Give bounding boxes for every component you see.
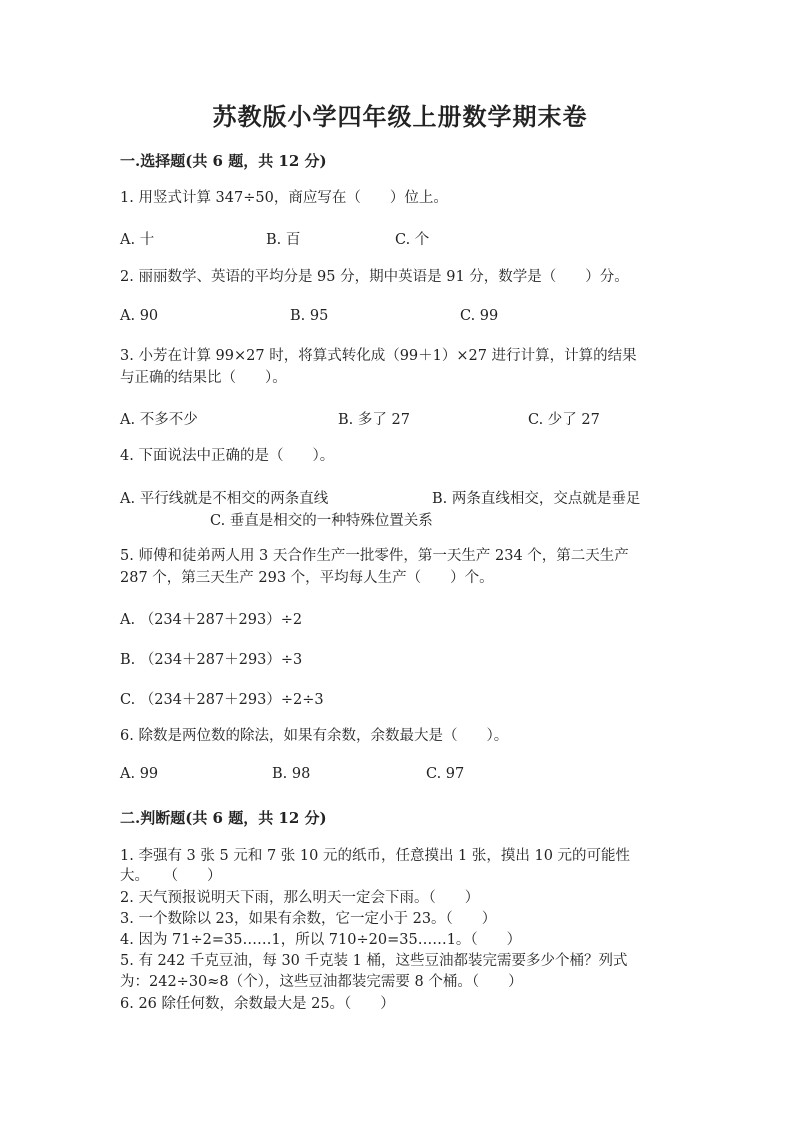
- judgment-3: 3. 一个数除以 23，如果有余数，它一定小于 23。（ ）: [120, 911, 497, 927]
- question-6-text: 6. 除数是两位数的除法，如果有余数，余数最大是（ ）。: [120, 728, 509, 744]
- question-3-option-b[interactable]: B. 多了 27: [338, 412, 410, 428]
- question-5-option-b[interactable]: B. （234＋287＋293）÷3: [120, 652, 303, 668]
- question-1-text: 1. 用竖式计算 347÷50，商应写在（ ）位上。: [120, 190, 448, 206]
- question-2-option-a[interactable]: A. 90: [120, 308, 159, 324]
- question-4-option-b[interactable]: B. 两条直线相交，交点就是垂足: [432, 491, 641, 507]
- question-4-option-a[interactable]: A. 平行线就是不相交的两条直线: [120, 491, 329, 507]
- question-4-text: 4. 下面说法中正确的是（ ）。: [120, 448, 335, 464]
- question-2-text: 2. 丽丽数学、英语的平均分是 95 分，期中英语是 91 分，数学是（ ）分。: [120, 269, 629, 285]
- question-6-option-c[interactable]: C. 97: [426, 766, 465, 782]
- question-6-option-a[interactable]: A. 99: [120, 766, 159, 782]
- page-title: 苏教版小学四年级上册数学期末卷: [212, 102, 588, 131]
- question-5-option-a[interactable]: A. （234＋287＋293）÷2: [120, 612, 303, 628]
- judgment-5-line-1: 5. 有 242 千克豆油，每 30 千克装 1 桶，这些豆油都装完需要多少个桶？列式: [120, 953, 628, 969]
- question-1-option-c[interactable]: C. 个: [395, 232, 430, 248]
- question-4-option-c[interactable]: C. 垂直是相交的一种特殊位置关系: [210, 513, 433, 529]
- judgment-6: 6. 26 除任何数，余数最大是 25。（ ）: [120, 996, 395, 1012]
- section-heading-choice: 一.选择题(共 6 题，共 12 分): [120, 152, 327, 170]
- judgment-4: 4. 因为 71÷2=35……1，所以 710÷20=35……1。（ ）: [120, 932, 522, 948]
- question-3-text-line-1: 3. 小芳在计算 99×27 时，将算式转化成（99＋1）×27 进行计算，计算的结果: [120, 348, 637, 364]
- question-2-option-b[interactable]: B. 95: [290, 308, 329, 324]
- question-3-option-a[interactable]: A. 不多不少: [120, 412, 198, 428]
- question-6-option-b[interactable]: B. 98: [272, 766, 311, 782]
- judgment-2: 2. 天气预报说明天下雨，那么明天一定会下雨。（ ）: [120, 890, 480, 906]
- question-2-option-c[interactable]: C. 99: [460, 308, 499, 324]
- question-1-option-b[interactable]: B. 百: [266, 232, 301, 248]
- question-3-option-c[interactable]: C. 少了 27: [528, 412, 600, 428]
- judgment-1-line-1: 1. 李强有 3 张 5 元和 7 张 10 元的纸币，任意摸出 1 张，摸出 10 元的可能性: [120, 848, 631, 864]
- question-3-text-line-2: 与正确的结果比（ ）。: [120, 370, 287, 386]
- section-heading-true-false: 二.判断题(共 6 题，共 12 分): [120, 809, 327, 827]
- question-5-text-line-2: 287 个，第三天生产 293 个，平均每人生产（ ）个。: [120, 570, 494, 586]
- judgment-1-line-2: 大。 （ ）: [120, 868, 222, 884]
- question-1-option-a[interactable]: A. 十: [120, 232, 155, 248]
- judgment-5-line-2: 为：242÷30≈8（个），这些豆油都装完需要 8 个桶。（ ）: [120, 974, 523, 990]
- question-5-text-line-1: 5. 师傅和徒弟两人用 3 天合作生产一批零件，第一天生产 234 个，第二天生产: [120, 548, 629, 564]
- question-5-option-c[interactable]: C. （234＋287＋293）÷2÷3: [120, 692, 324, 708]
